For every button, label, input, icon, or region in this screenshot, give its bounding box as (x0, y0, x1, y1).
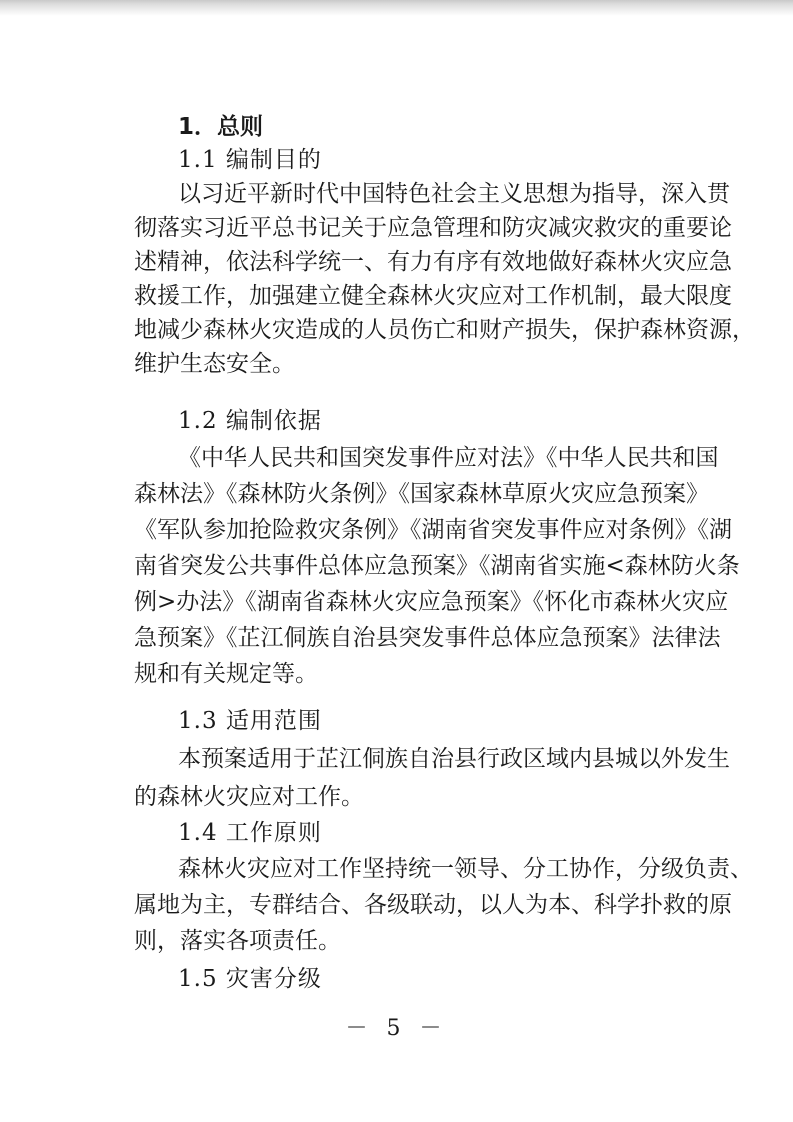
paragraph-line: 《中华人民共和国突发事件应对法》《中华人民共和国 (178, 445, 719, 471)
subheading-grading: 1.5 灾害分级 (178, 966, 322, 992)
paragraph-line: 述精神，依法科学统一、有力有序有效地做好森林火灾应急 (134, 249, 732, 275)
paragraph-line: 森林火灾应对工作坚持统一领导、分工协作，分级负责、 (178, 856, 753, 882)
paragraph-line: 则，落实各项责任。 (134, 928, 341, 954)
subheading-basis: 1.2 编制依据 (178, 408, 322, 434)
paragraph-line: 地减少森林火灾造成的人员伤亡和财产损失，保护森林资源， (134, 317, 755, 343)
paragraph-line: 属地为主，专群结合、各级联动，以人为本、科学扑救的原 (134, 892, 732, 918)
subheading-scope: 1.3 适用范围 (178, 708, 322, 734)
subheading-purpose: 1.1 编制目的 (178, 147, 322, 173)
paragraph-line: 急预案》《芷江侗族自治县突发事件总体应急预案》法律法 (134, 625, 721, 651)
paragraph-line: 例>办法》《湖南省森林火灾应急预案》《怀化市森林火灾应 (134, 589, 729, 615)
subheading-principles: 1.4 工作原则 (178, 820, 322, 846)
paragraph-line: 的森林火灾应对工作。 (134, 784, 364, 810)
paragraph-line: 以习近平新时代中国特色社会主义思想为指导，深入贯 (178, 181, 730, 207)
paragraph-line: 森林法》《森林防火条例》《国家森林草原火灾应急预案》 (134, 481, 709, 507)
paragraph-line: 南省突发公共事件总体应急预案》《湖南省实施<森林防火条 (134, 553, 740, 579)
paragraph-line: 维护生态安全。 (134, 351, 295, 377)
paragraph-line: 本预案适用于芷江侗族自治县行政区域内县城以外发生 (178, 746, 730, 772)
paragraph-line: 规和有关规定等。 (134, 661, 318, 687)
paragraph-line: 《军队参加抢险救灾条例》《湖南省突发事件应对条例》《湖 (134, 517, 732, 543)
paragraph-line: 彻落实习近平总书记关于应急管理和防灾减灾救灾的重要论 (134, 215, 732, 241)
page-number: － 5 － (345, 1016, 448, 1041)
paragraph-line: 救援工作，加强建立健全森林火灾应对工作机制，最大限度 (134, 283, 732, 309)
section-heading-general: 1．总则 (178, 114, 264, 140)
